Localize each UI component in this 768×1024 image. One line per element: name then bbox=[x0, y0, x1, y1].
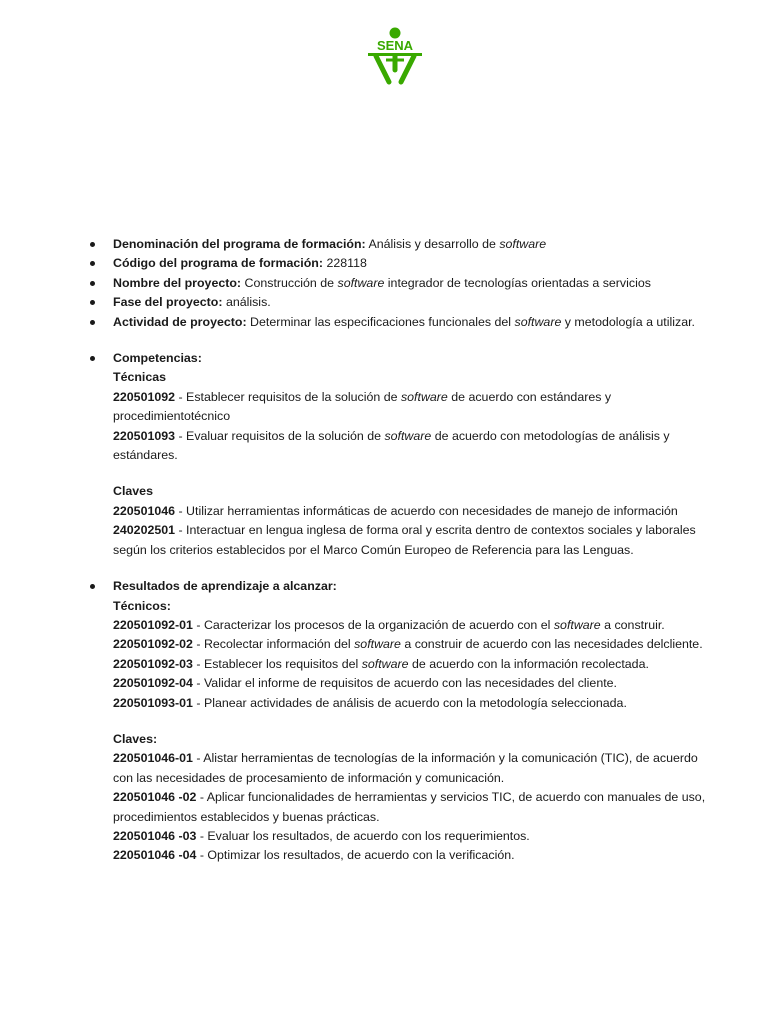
phase-item: Fase del proyecto: análisis. bbox=[88, 293, 708, 312]
resultado-item: 220501092-03 - Establecer los requisitos del software de acuerdo con la información recolectada. bbox=[113, 656, 649, 671]
resultado-item: 220501093-01 - Planear actividades de análisis de acuerdo con la metodología seleccionada. bbox=[113, 695, 627, 710]
program-item: Denominación del programa de formación: Análisis y desarrollo de software bbox=[88, 235, 708, 254]
code-item: Código del programa de formación: 228118 bbox=[88, 254, 708, 273]
resultado-item: 220501092-01 - Caracterizar los procesos de la organización de acuerdo con el software a construir. bbox=[113, 617, 665, 632]
resultados-section bbox=[88, 597, 708, 866]
competencias-heading: Competencias: bbox=[88, 349, 708, 368]
competencia-item: 220501093 - Evaluar requisitos de la solución de software de acuerdo con metodologías de análisis y estándares. bbox=[113, 428, 670, 463]
activity-item: Actividad de proyecto: Determinar las especificaciones funcionales del software y metodología a utilizar. bbox=[88, 313, 708, 332]
tecnicas-heading: Técnicas bbox=[113, 370, 167, 385]
tecnicos-heading: Técnicos: bbox=[113, 598, 171, 613]
claves-heading: Claves bbox=[113, 484, 153, 499]
resultado-item: 220501092-04 - Validar el informe de requisitos de acuerdo con las necesidades del cliente. bbox=[113, 676, 617, 691]
resultado-item: 220501046 -02 - Aplicar funcionalidades de herramientas y servicios TIC, de acuerdo con manuales de uso, procedimientos establecidos y buenas prácticas. bbox=[113, 790, 706, 824]
claves-resultados-heading: Claves: bbox=[113, 731, 158, 746]
project-name-item: Nombre del proyecto: Construcción de software integrador de tecnologías orientadas a servicios bbox=[88, 274, 708, 293]
resultado-item: 220501092-02 - Recolectar información del software a construir de acuerdo con las necesidades delcliente. bbox=[113, 637, 703, 652]
resultados-heading: Resultados de aprendizaje a alcanzar: bbox=[88, 577, 708, 596]
competencia-item: 220501092 - Establecer requisitos de la solución de software de acuerdo con estándares y procedimientotécnico bbox=[113, 389, 612, 424]
competencias-section bbox=[88, 368, 708, 560]
sena-logo bbox=[366, 26, 424, 86]
competencia-item: 220501046 - Utilizar herramientas informáticas de acuerdo con necesidades de manejo de información bbox=[113, 503, 678, 518]
logo-text: SENA bbox=[376, 38, 414, 53]
competencia-item: 240202501 - Interactuar en lengua inglesa de forma oral y escrita dentro de contextos sociales y laborales según los criterios establecidos por el Marco Común Europeo de Referencia para las Lenguas. bbox=[113, 523, 696, 557]
resultado-item: 220501046 -03 - Evaluar los resultados, de acuerdo con los requerimientos. bbox=[113, 828, 530, 843]
document-body bbox=[88, 235, 708, 866]
resultado-item: 220501046 -04 - Optimizar los resultados, de acuerdo con la verificación. bbox=[113, 848, 515, 863]
resultado-item: 220501046-01 - Alistar herramientas de tecnologías de la información y la comunicación (TIC), de acuerdo con las necesidades de procesamiento de información y comunicación. bbox=[113, 751, 698, 785]
